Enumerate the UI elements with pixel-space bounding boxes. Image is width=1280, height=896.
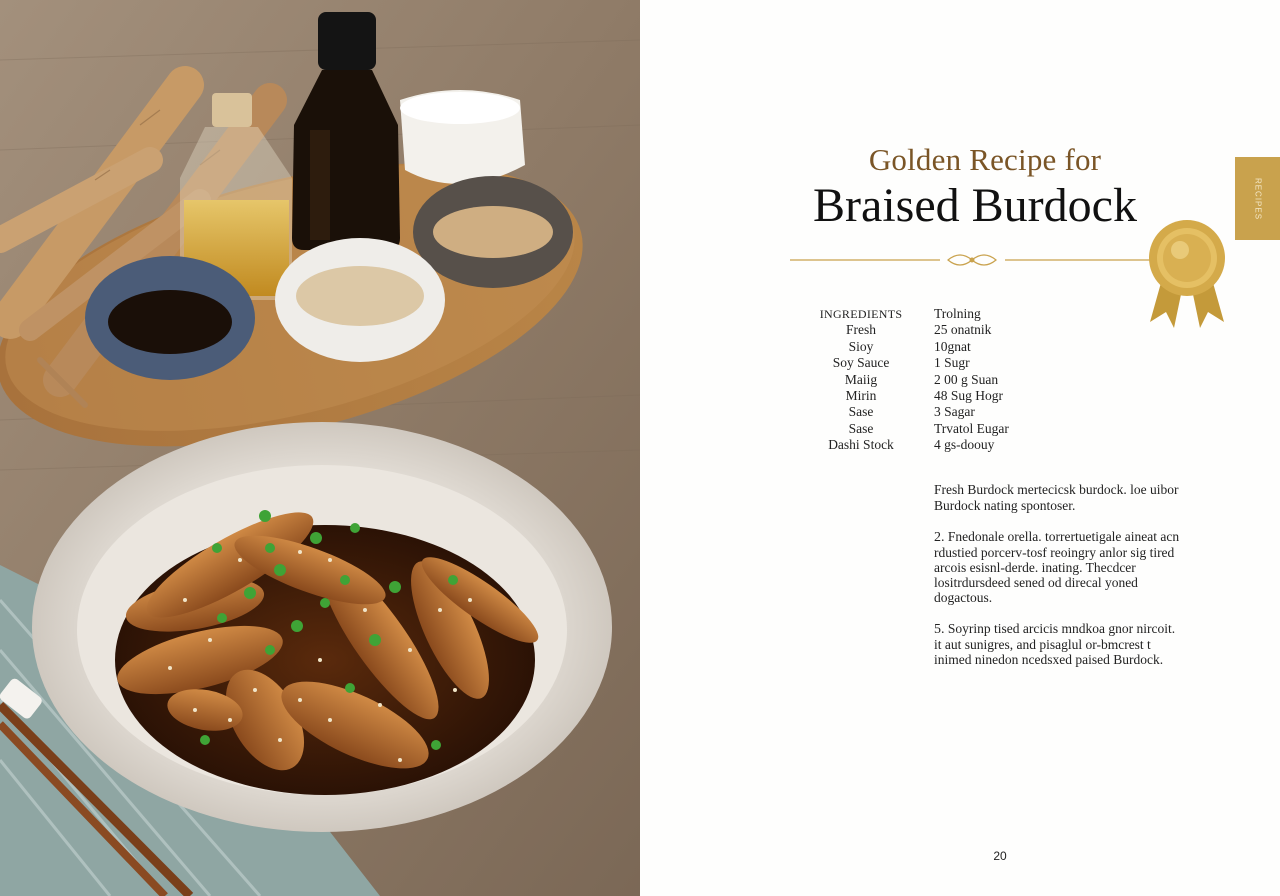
ingredients-header-right: Trolning [934,306,981,321]
step-text: Fresh Burdock mertecicsk burdock. loe uibor Burdock nating spontoser. [934,482,1179,513]
ingredient-row [810,404,1009,420]
step-text: Fnedonale orella. torrertuetigale aineat acn rdustied porcerv-tosf reoingry anlor sig tired arcois esisnl-derde. inating. Thecdcer lositrdursdeed sened od direcal yoned dogactous. [934,529,1180,605]
step-number: 5. [934,622,945,637]
ingredient-row [810,322,1009,338]
ingredient-name: Sioy [848,338,874,354]
section-tab-label: RECIPES [1253,177,1262,220]
recipe-subtitle: Golden Recipe for [868,142,1102,177]
section-tab[interactable] [1235,157,1280,240]
ingredient-quantity: 2 00 g Suan [934,371,999,387]
ingredients-header [810,306,1009,322]
ingredient-row [810,421,1009,437]
recipe-steps [934,482,1184,683]
ingredient-row [810,388,1009,404]
ingredients-table [810,306,1009,454]
ingredient-name: Sase [848,420,874,436]
ingredient-quantity: 48 Sug Hogr [934,387,1004,403]
ingredient-name: Maiig [844,371,878,387]
step-number: 2. [934,530,945,545]
ingredient-row [810,437,1009,453]
recipe-step [934,529,1184,605]
page-number: 20 [993,849,1007,863]
ingredient-row [810,339,1009,355]
recipe-step [934,482,1184,513]
ingredient-row [810,355,1009,371]
recipe-page [640,0,1280,896]
ingredient-quantity: 25 onatnik [934,322,992,338]
ingredient-quantity: Trvatol Eugar [934,420,1009,436]
recipe-step [934,621,1184,667]
ingredient-name: Dashi Stock [828,437,894,453]
ingredient-quantity: 1 Sugr [934,355,970,371]
ingredient-row [810,372,1009,388]
ingredient-quantity: 10gnat [934,338,971,354]
ingredient-quantity: 4 gs-doouy [934,437,995,453]
ingredient-name: Mirin [845,387,877,403]
step-text: Soyrinp tised arcicis mndkoa gnor nircoit. it aut sunigres, and pisaglul or-bmcrest t inimed ninedon ncedsxed paised Burdock. [934,621,1176,667]
recipe-title: Braised Burdock [813,179,1137,232]
gold-award-seal [1142,214,1232,330]
ornamental-divider [790,244,1160,276]
ingredient-name: Soy Sauce [832,355,890,371]
ingredient-name: Fresh [846,322,876,338]
ingredient-name: Sase [848,404,874,420]
ingredient-quantity: 3 Sagar [934,404,975,420]
ingredients-header-left: INGREDIENTS [819,307,903,321]
